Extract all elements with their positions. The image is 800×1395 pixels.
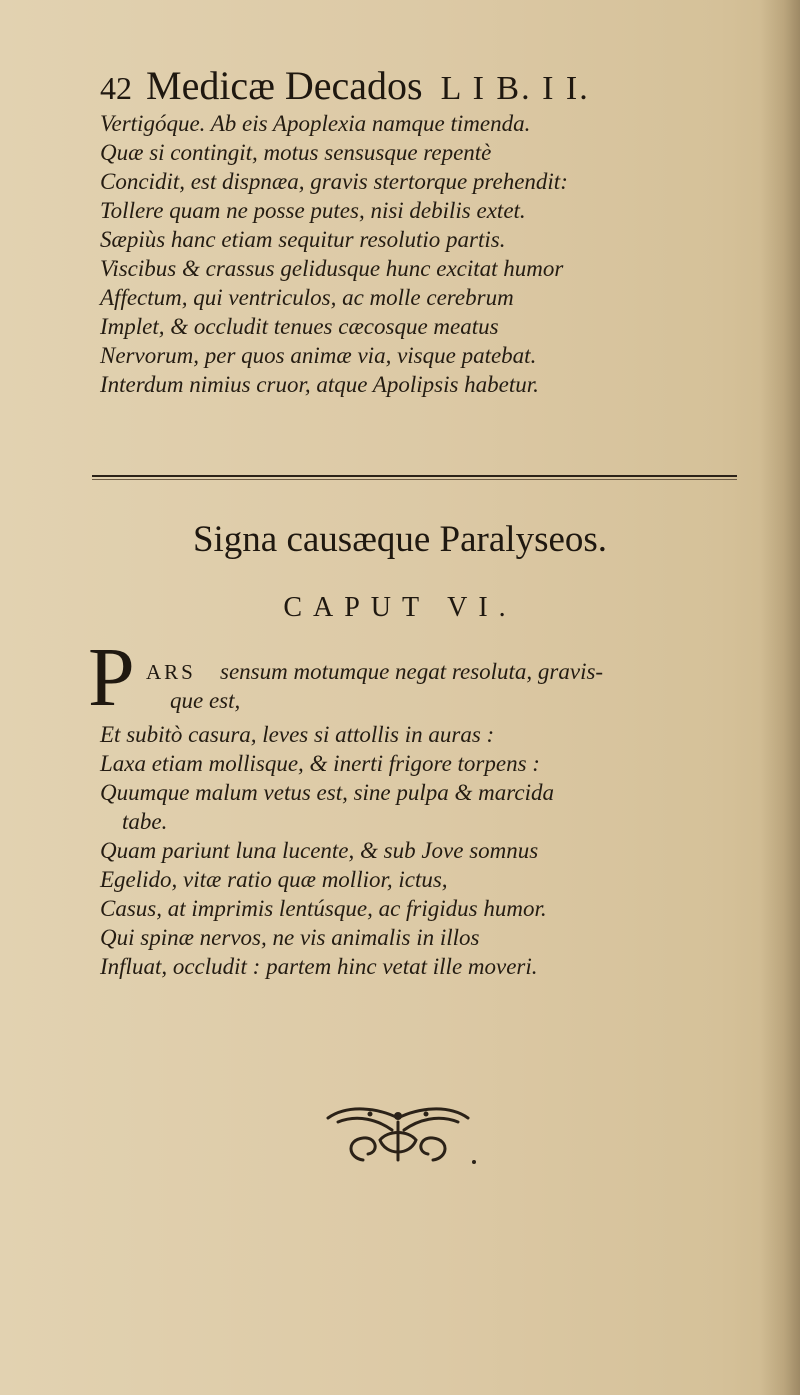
verse-line: Casus, at imprimis lentúsque, ac frigidus humor.: [100, 896, 547, 921]
verse-line: Viscibus & crassus gelidusque hunc excitat humor: [100, 256, 564, 281]
verse-line: Qui spinæ nervos, ne vis animalis in illos: [100, 925, 480, 950]
drop-cap-rest: ARS: [146, 660, 196, 684]
header-title: Medicæ Decados: [146, 63, 423, 108]
book-gutter: [760, 0, 800, 1395]
verse-line: Egelido, vitæ ratio quæ mollior, ictus,: [100, 867, 448, 892]
verse-line: Influat, occludit : partem hinc vetat ille moveri.: [100, 954, 538, 979]
verse-line: Vertigóque. Ab eis Apoplexia namque timenda.: [100, 111, 531, 136]
chapter-number: CAPUT VI.: [283, 592, 517, 623]
verse-block-top: [100, 109, 740, 399]
verse-line: Quæ si contingit, motus sensusque repentè: [100, 140, 492, 165]
verse-line: Interdum nimius cruor, atque Apolipsis habetur.: [100, 372, 539, 397]
verse-line: Laxa etiam mollisque, & inerti frigore torpens :: [100, 751, 540, 776]
verse-line: Tollere quam ne posse putes, nisi debilis extet.: [100, 198, 526, 223]
verse-block-chapter: [100, 720, 760, 981]
running-header: [100, 62, 700, 109]
printer-ornament-icon: [318, 1100, 478, 1170]
verse-line: Concidit, est dispnæa, gravis stertorque prehendit:: [100, 169, 568, 194]
verse-line: Quumque malum vetus est, sine pulpa & marcida: [100, 780, 554, 805]
verse-line: Nervorum, per quos animæ via, visque patebat.: [100, 343, 537, 368]
page-number: 42: [100, 70, 132, 106]
section-rule-thin: [92, 479, 737, 480]
verse-line: Affectum, qui ventriculos, ac molle cerebrum: [100, 285, 514, 310]
verse-line: Quam pariunt luna lucente, & sub Jove somnus: [100, 838, 539, 863]
section-rule: [92, 475, 737, 477]
section-heading: Signa causæque Paralyseos.: [192, 519, 608, 560]
header-book: L I B. I I.: [440, 70, 590, 107]
verse-line-first: sensum motumque negat resoluta, gravis-: [220, 659, 604, 684]
verse-line-continuation: que est,: [170, 688, 241, 713]
verse-line: Et subitò casura, leves si attollis in auras :: [100, 722, 495, 747]
verse-line: Sæpiùs hanc etiam sequitur resolutio partis.: [100, 227, 506, 252]
verse-line: tabe.: [122, 809, 168, 834]
drop-cap: P: [88, 631, 135, 724]
verse-line: Implet, & occludit tenues cæcosque meatus: [100, 314, 499, 339]
